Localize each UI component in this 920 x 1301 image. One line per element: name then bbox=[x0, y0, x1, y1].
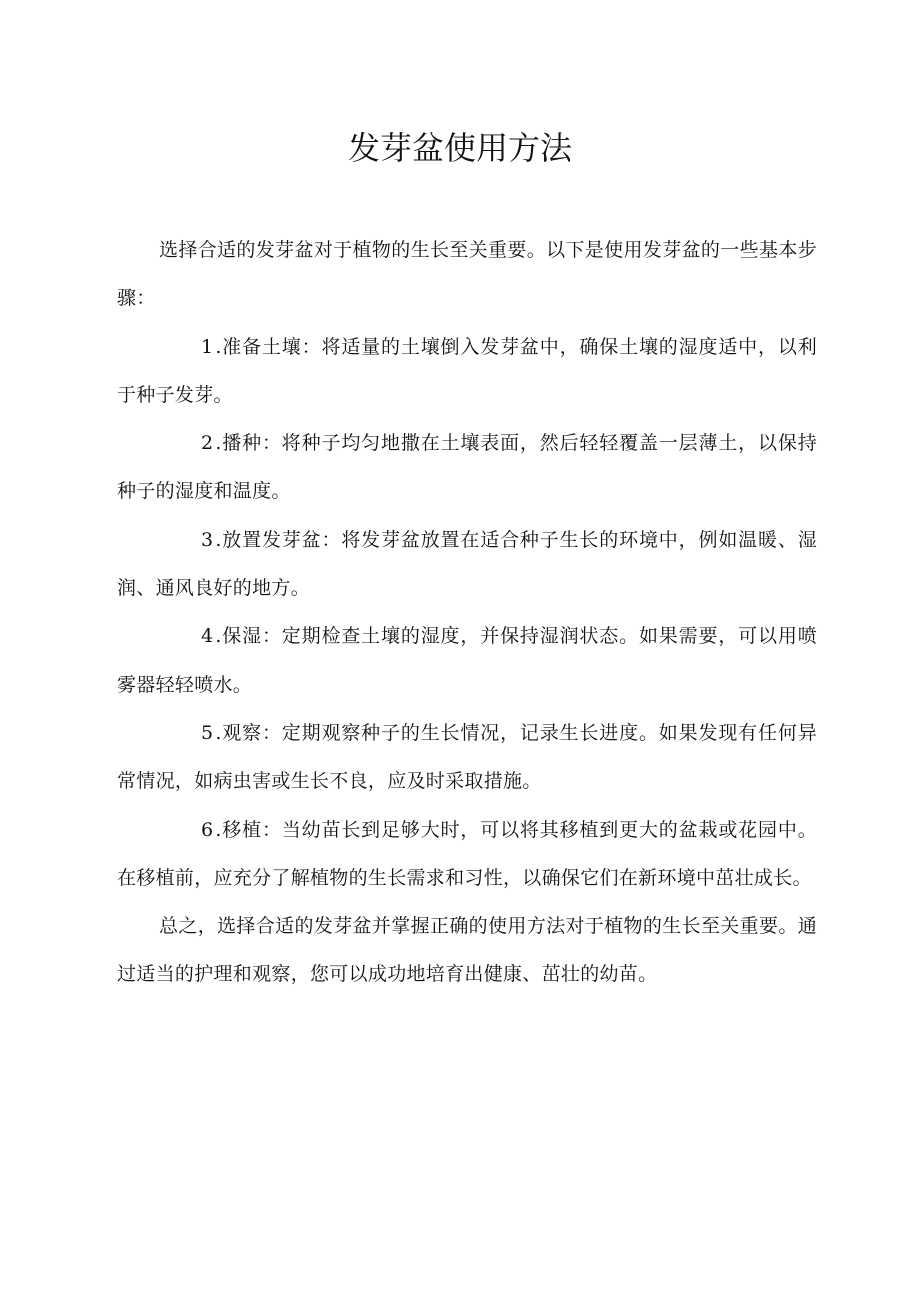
step-paragraph-1 bbox=[117, 323, 817, 420]
step-text: .保湿：定期检查土壤的湿度，并保持湿润状态。如果需要，可以用喷雾器轻轻喷水。 bbox=[117, 625, 817, 696]
step-number: 4 bbox=[201, 625, 214, 648]
document-body bbox=[117, 226, 817, 999]
step-number: 5 bbox=[201, 721, 214, 744]
step-paragraph-5 bbox=[117, 709, 817, 806]
step-text: .观察：定期观察种子的生长情况，记录生长进度。如果发现有任何异常情况，如病虫害或生长不良，应及时采取措施。 bbox=[117, 721, 817, 793]
step-text: .播种：将种子均匀地撒在土壤表面，然后轻轻覆盖一层薄土，以保持种子的湿度和温度。 bbox=[117, 432, 817, 503]
conclusion-paragraph: 总之，选择合适的发芽盆并掌握正确的使用方法对于植物的生长至关重要。通过适当的护理和观察，您可以成功地培育出健康、茁壮的幼苗。 bbox=[117, 915, 817, 986]
step-text: .移植：当幼苗长到足够大时，可以将其移植到更大的盆栽或花园中。在移植前，应充分了解植物的生长需求和习性，以确保它们在新环境中茁壮成长。 bbox=[117, 818, 817, 889]
step-text: .放置发芽盆：将发芽盆放置在适合种子生长的环境中，例如温暖、湿润、通风良好的地方。 bbox=[117, 528, 817, 600]
step-number: 2 bbox=[201, 432, 214, 455]
step-paragraph-3 bbox=[117, 516, 817, 613]
document-title: 发芽盆使用方法 bbox=[347, 129, 572, 167]
intro-paragraph: 选择合适的发芽盆对于植物的生长至关重要。以下是使用发芽盆的一些基本步骤： bbox=[117, 239, 817, 310]
step-text: .准备土壤：将适量的土壤倒入发芽盆中，确保土壤的湿度适中，以利于种子发芽。 bbox=[117, 335, 817, 406]
step-number: 3 bbox=[201, 528, 214, 551]
step-number: 1 bbox=[201, 335, 214, 358]
step-paragraph-6 bbox=[117, 806, 817, 903]
step-paragraph-4 bbox=[117, 612, 817, 709]
step-number: 6 bbox=[201, 818, 214, 841]
step-paragraph-2 bbox=[117, 419, 817, 516]
